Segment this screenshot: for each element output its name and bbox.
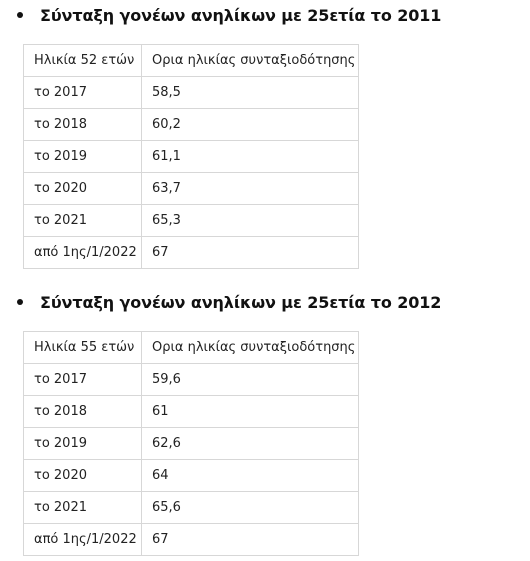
retirement-age-table	[23, 44, 359, 269]
table-cell-year: από 1ης/1/2022	[24, 237, 142, 269]
table-cell-year: το 2017	[24, 364, 142, 396]
table-cell-age: 62,6	[142, 428, 359, 460]
table-row	[24, 460, 359, 492]
table-header-cell: Ηλικία 55 ετών	[24, 332, 142, 364]
table-header-cell: Ορια ηλικίας συνταξιοδότησης	[142, 332, 359, 364]
table-row	[24, 396, 359, 428]
table-row	[24, 524, 359, 556]
table-cell-age: 60,2	[142, 109, 359, 141]
bullet-icon	[17, 12, 23, 18]
table-cell-year: το 2019	[24, 141, 142, 173]
table-row	[24, 141, 359, 173]
table-cell-age: 65,6	[142, 492, 359, 524]
table-row	[24, 173, 359, 205]
table-cell-age: 67	[142, 524, 359, 556]
table-cell-year: το 2021	[24, 205, 142, 237]
bullet-icon	[17, 299, 23, 305]
table-row	[24, 364, 359, 396]
table-row	[24, 237, 359, 269]
table-cell-age: 58,5	[142, 77, 359, 109]
table-cell-year: το 2018	[24, 109, 142, 141]
table-cell-year: το 2017	[24, 77, 142, 109]
table-row	[24, 428, 359, 460]
table-cell-year: το 2020	[24, 173, 142, 205]
table-cell-age: 59,6	[142, 364, 359, 396]
retirement-age-table	[23, 331, 359, 556]
table-header-row	[24, 45, 359, 77]
table-header-cell: Ηλικία 52 ετών	[24, 45, 142, 77]
table-row	[24, 492, 359, 524]
table-cell-year: το 2018	[24, 396, 142, 428]
table-cell-age: 63,7	[142, 173, 359, 205]
table-cell-year: το 2021	[24, 492, 142, 524]
table-header-row	[24, 332, 359, 364]
table-cell-year: το 2019	[24, 428, 142, 460]
table-row	[24, 77, 359, 109]
table-cell-year: το 2020	[24, 460, 142, 492]
table-cell-age: 61,1	[142, 141, 359, 173]
section-heading-text: Σύνταξη γονέων ανηλίκων με 25ετία το 2012	[40, 292, 442, 312]
section-heading-text: Σύνταξη γονέων ανηλίκων με 25ετία το 2011	[40, 5, 442, 25]
table-row	[24, 109, 359, 141]
table-cell-year: από 1ης/1/2022	[24, 524, 142, 556]
table-cell-age: 65,3	[142, 205, 359, 237]
table-cell-age: 64	[142, 460, 359, 492]
table-cell-age: 67	[142, 237, 359, 269]
table-cell-age: 61	[142, 396, 359, 428]
table-row	[24, 205, 359, 237]
table-header-cell: Ορια ηλικίας συνταξιοδότησης	[142, 45, 359, 77]
